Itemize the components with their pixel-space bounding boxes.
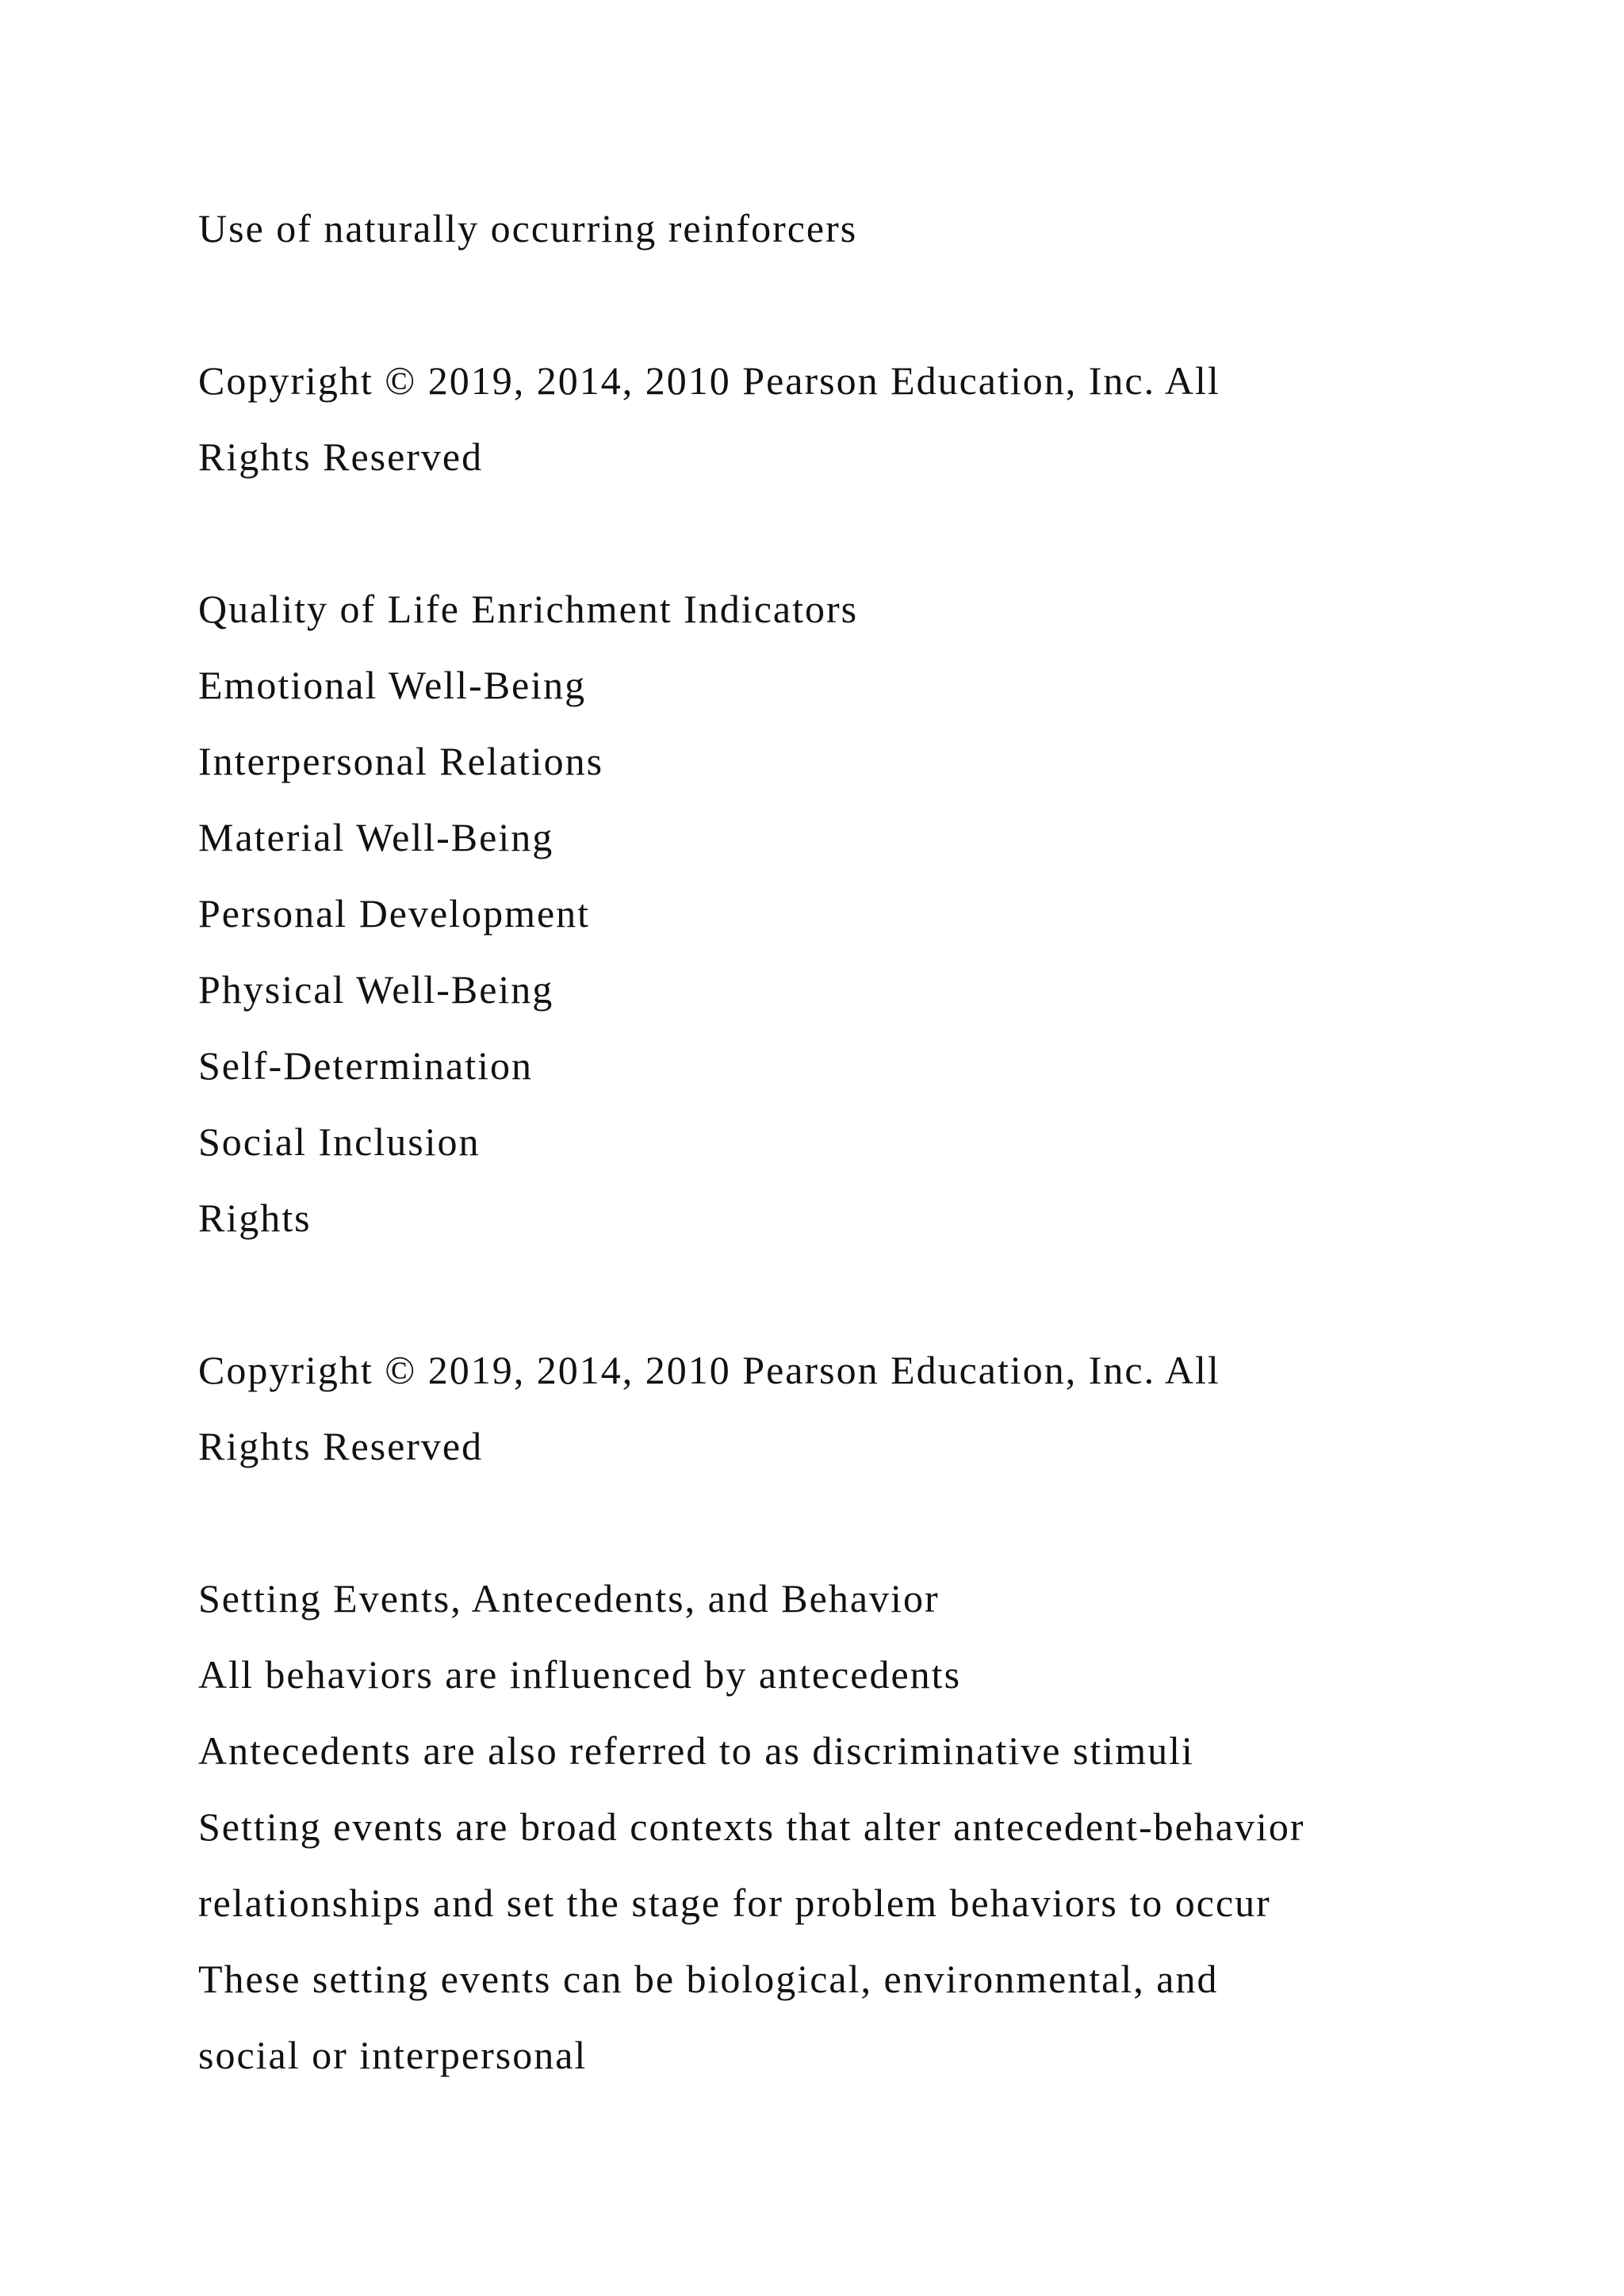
list-item: Material Well-Being	[198, 815, 554, 859]
copyright-line: Rights Reserved	[198, 1424, 484, 1468]
copyright-line: Rights Reserved	[198, 434, 484, 479]
list-item: Social Inclusion	[198, 1119, 481, 1164]
section-copyright-1	[198, 342, 1546, 495]
copyright-line: Copyright © 2019, 2014, 2010 Pearson Education, Inc. All	[198, 358, 1220, 403]
section-setting-events	[198, 1560, 1546, 2093]
paragraph-gap	[198, 1256, 1546, 1332]
paragraph-gap	[198, 266, 1546, 342]
list-item: Self-Determination	[198, 1043, 533, 1088]
list-item: Rights	[198, 1196, 312, 1240]
section-reinforcers	[198, 190, 1546, 266]
section-heading: Setting Events, Antecedents, and Behavior	[198, 1576, 940, 1621]
document-body	[198, 190, 1546, 2093]
list-item: Emotional Well-Being	[198, 663, 587, 707]
text-line: relationships and set the stage for problem behaviors to occur	[198, 1881, 1271, 1925]
paragraph-gap	[198, 495, 1546, 571]
section-heading: Quality of Life Enrichment Indicators	[198, 587, 859, 631]
text-line: Setting events are broad contexts that alter antecedent-behavior	[198, 1804, 1305, 1849]
section-copyright-2	[198, 1332, 1546, 1484]
paragraph-gap	[198, 1484, 1546, 1560]
text-line: These setting events can be biological, environmental, and	[198, 1957, 1219, 2001]
copyright-line: Copyright © 2019, 2014, 2010 Pearson Education, Inc. All	[198, 1348, 1220, 1392]
text-line: social or interpersonal	[198, 2033, 588, 2077]
list-item: Interpersonal Relations	[198, 739, 604, 783]
text-line: Antecedents are also referred to as discriminative stimuli	[198, 1728, 1194, 1773]
section-quality-of-life	[198, 571, 1546, 1256]
list-item: Personal Development	[198, 891, 591, 936]
text-line: Use of naturally occurring reinforcers	[198, 206, 858, 251]
text-line: All behaviors are influenced by antecedents	[198, 1652, 962, 1697]
list-item: Physical Well-Being	[198, 967, 554, 1012]
